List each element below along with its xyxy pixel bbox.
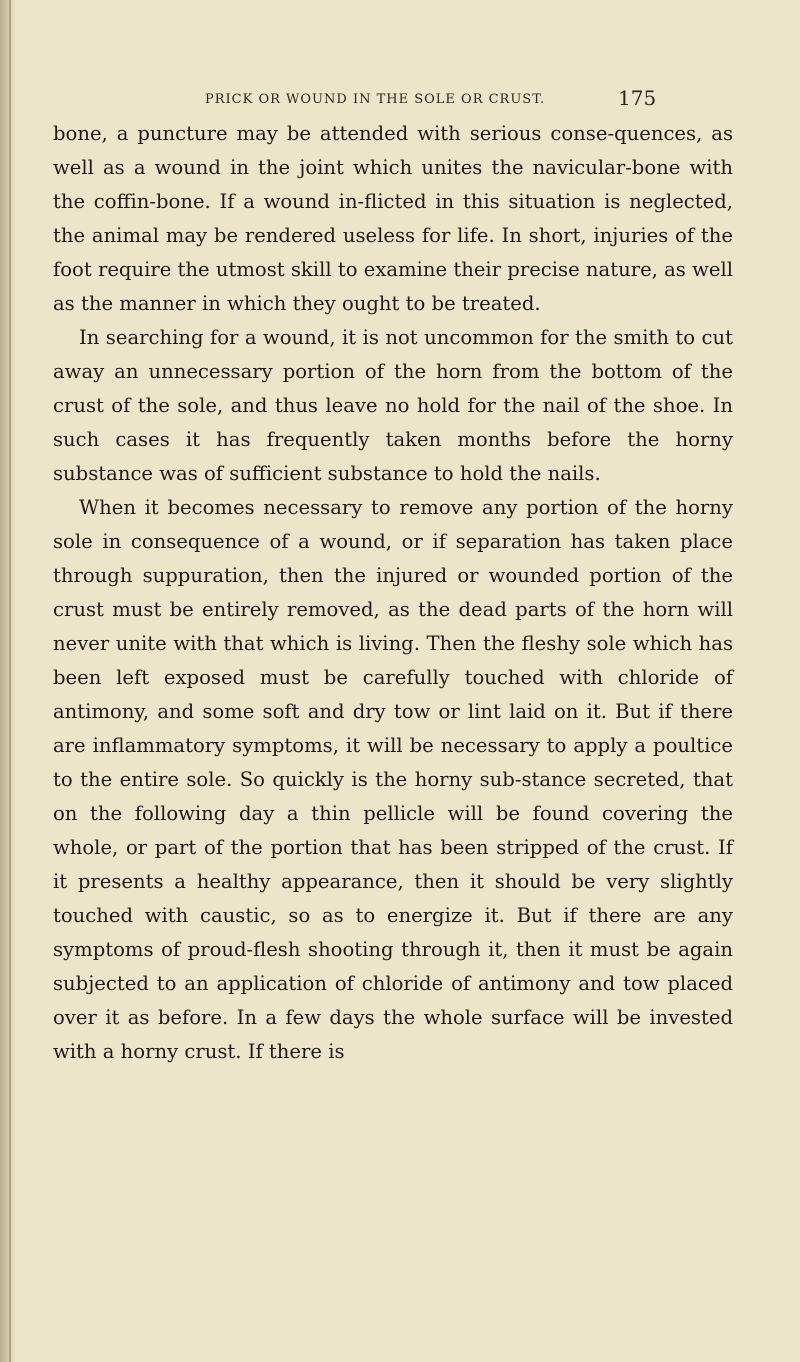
- paragraph-3: When it becomes necessary to remove any portion of the horny sole in consequence of a wound, or if separation has taken place through suppuration, then the injured or wounded portion of the crust must be entirely removed, as the dead parts of the horn will never unite with that which is living. Then the fleshy sole which has been left exposed must be carefully touched with chloride of antimony, and some soft and dry tow or lint laid on it. But if there are inflammatory symptoms, it will be necessary to apply a poultice to the entire sole. So quickly is the horny sub-stance secreted, that on the following day a thin pellicle will be found covering the whole, or part of the portion that has been stripped of the crust. If it presents a healthy appearance, then it should be very slightly touched with caustic, so as to energize it. But if there are any symptoms of proud-flesh shooting through it, then it must be again subjected to an application of chloride of antimony and tow placed over it as before. In a few days the whole surface will be invested with a horny crust. If there is: [53, 496, 733, 1063]
- page-number: 175: [618, 86, 657, 110]
- paragraph-1: bone, a puncture may be attended with serious conse-quences, as well as a wound in the joint which unites the navicular-bone with the coffin-bone. If a wound in-flicted in this situation is neglected, the animal may be rendered useless for life. In short, injuries of the foot require the utmost skill to examine their precise nature, as well as the manner in which they ought to be treated.: [53, 122, 733, 315]
- paragraph-2: In searching for a wound, it is not uncommon for the smith to cut away an unnecessary portion of the horn from the bottom of the crust of the sole, and thus leave no hold for the nail of the shoe. In such cases it has frequently taken months before the horny substance was of sufficient substance to hold the nails.: [53, 326, 733, 485]
- page-gutter-shadow: [0, 0, 16, 1362]
- running-title: PRICK OR WOUND IN THE SOLE OR CRUST.: [205, 92, 546, 107]
- binding-edge: [9, 0, 11, 1362]
- running-head: [0, 82, 800, 122]
- body-text: [53, 117, 733, 1069]
